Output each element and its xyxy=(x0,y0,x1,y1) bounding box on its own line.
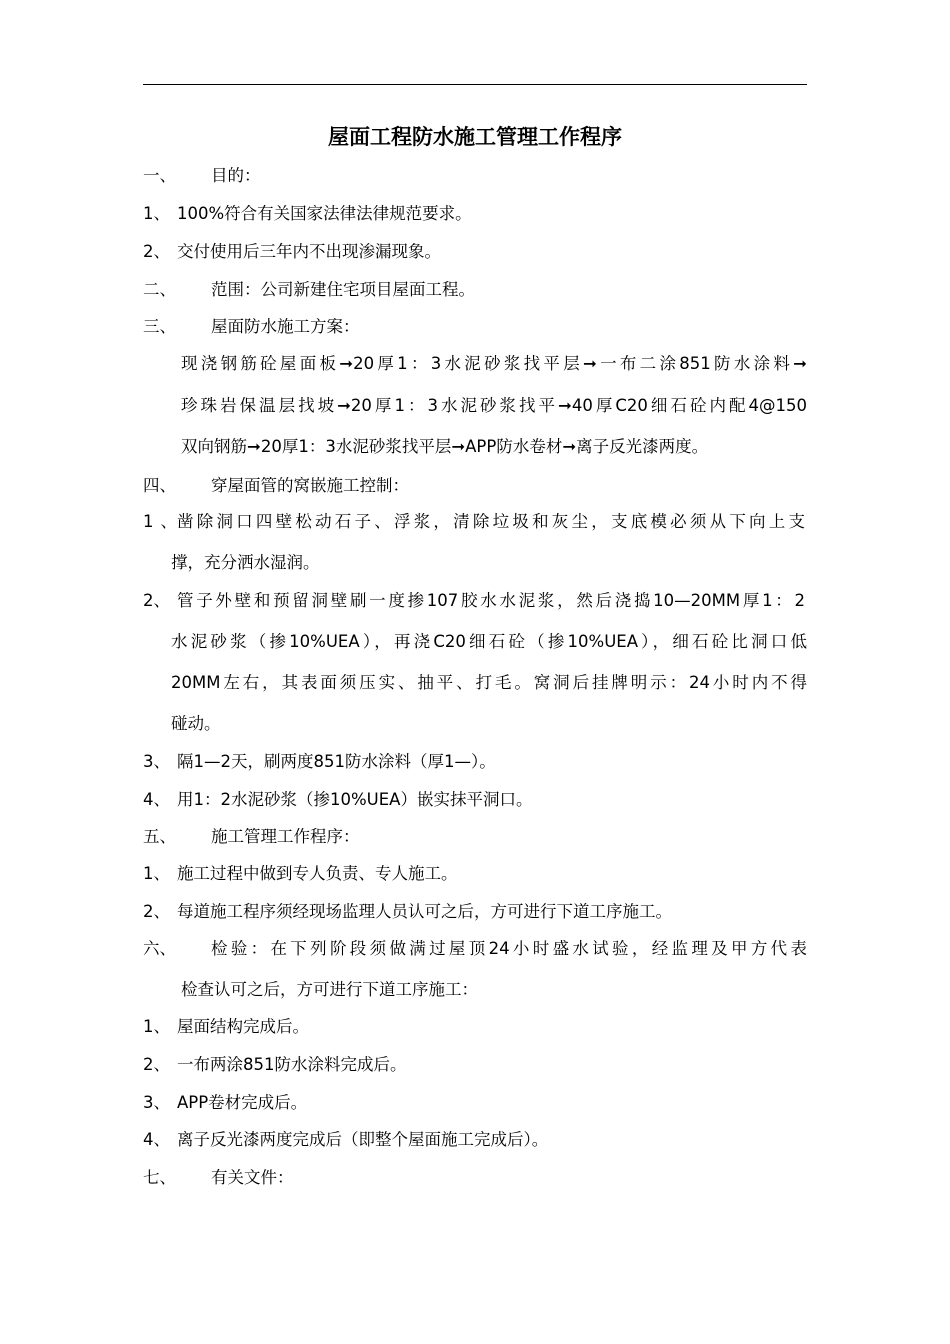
item-text: 施工过程中做到专人负责、专人施工。 xyxy=(177,864,458,883)
item-text: 离子反光漆两度完成后（即整个屋面施工完成后）。 xyxy=(177,1130,549,1149)
section-heading xyxy=(143,315,360,339)
section-heading xyxy=(143,825,360,849)
item-marker: 2、 xyxy=(143,242,170,261)
item-text: 屋面结构完成后。 xyxy=(177,1017,309,1036)
list-item xyxy=(143,900,672,924)
section-text: 屋面防水施工方案： xyxy=(211,317,360,336)
section-heading xyxy=(143,278,475,302)
section-marker: 六、 xyxy=(143,939,176,958)
list-item xyxy=(143,1091,307,1115)
item-text: 管子外壁和预留洞壁刷一度掺107胶水水泥浆，然后浇捣10—20MM厚1：2 xyxy=(177,591,805,610)
section-heading xyxy=(143,937,807,961)
paragraph-line: 水泥砂浆（掺10%UEA），再浇C20细石砼（掺10%UEA），细石砼比洞口低 xyxy=(171,632,807,651)
section-heading xyxy=(143,1166,294,1190)
section-text: 检验：在下列阶段须做满过屋顶24小时盛水试验，经监理及甲方代表 xyxy=(211,939,807,958)
section-marker: 四、 xyxy=(143,476,176,495)
list-item xyxy=(143,1015,309,1039)
paragraph-line: 碰动。 xyxy=(171,714,221,733)
section-marker: 一、 xyxy=(143,166,176,185)
list-item xyxy=(143,750,496,774)
paragraph-line: 检查认可之后，方可进行下道工序施工： xyxy=(181,980,478,999)
section-text: 有关文件： xyxy=(211,1168,294,1187)
section-marker: 二、 xyxy=(143,280,176,299)
item-text: 交付使用后三年内不出现渗漏现象。 xyxy=(177,242,441,261)
item-text: 一布两涂851防水涂料完成后。 xyxy=(177,1055,407,1074)
list-item xyxy=(143,202,472,226)
item-text: 用1：2水泥砂浆（掺10%UEA）嵌实抹平洞口。 xyxy=(177,790,533,809)
section-heading xyxy=(143,164,261,188)
item-text: 每道施工程序须经现场监理人员认可之后，方可进行下道工序施工。 xyxy=(177,902,672,921)
paragraph-line: 珍珠岩保温层找坡➞20厚1：3水泥砂浆找平➞40厚C20细石砼内配4@150 xyxy=(181,396,807,415)
paragraph-line: 20MM左右，其表面须压实、抽平、打毛。窝洞后挂牌明示：24小时内不得 xyxy=(171,673,807,692)
paragraph-line: 现浇钢筋砼屋面板➞20厚1：3水泥砂浆找平层➞一布二涂851防水涂料➞ xyxy=(181,354,807,373)
item-text: 100%符合有关国家法律法律规范要求。 xyxy=(177,204,472,223)
list-item xyxy=(143,240,441,264)
list-item xyxy=(143,510,807,534)
item-marker: 1、 xyxy=(143,512,177,531)
item-marker: 3、 xyxy=(143,752,170,771)
item-marker: 2、 xyxy=(143,591,170,610)
item-marker: 1、 xyxy=(143,1017,170,1036)
item-text: 隔1—2天，刷两度851防水涂料（厚1—）。 xyxy=(177,752,496,771)
paragraph-line: 双向钢筋➞20厚1：3水泥砂浆找平层➞APP防水卷材➞离子反光漆两度。 xyxy=(181,437,709,456)
document-title: 屋面工程防水施工管理工作程序 xyxy=(328,125,622,149)
item-marker: 1、 xyxy=(143,864,170,883)
section-marker: 七、 xyxy=(143,1168,176,1187)
item-text: 凿除洞口四壁松动石子、浮浆，清除垃圾和灰尘，支底模必须从下向上支 xyxy=(177,512,805,531)
list-item xyxy=(143,788,532,812)
list-item xyxy=(143,1053,407,1077)
item-marker: 2、 xyxy=(143,902,170,921)
item-marker: 4、 xyxy=(143,790,170,809)
list-item xyxy=(143,589,807,613)
section-marker: 三、 xyxy=(143,317,176,336)
item-marker: 1、 xyxy=(143,204,170,223)
section-text: 目的： xyxy=(211,166,261,185)
list-item xyxy=(143,1128,548,1152)
section-marker: 五、 xyxy=(143,827,176,846)
item-text: APP卷材完成后。 xyxy=(177,1093,308,1112)
paragraph-line: 撑，充分洒水湿润。 xyxy=(171,553,320,572)
item-marker: 2、 xyxy=(143,1055,170,1074)
section-text: 范围：公司新建住宅项目屋面工程。 xyxy=(211,280,475,299)
header-rule xyxy=(143,84,807,85)
list-item xyxy=(143,862,458,886)
section-text: 施工管理工作程序： xyxy=(211,827,360,846)
section-heading xyxy=(143,474,409,498)
item-marker: 3、 xyxy=(143,1093,170,1112)
section-text: 穿屋面管的窝嵌施工控制： xyxy=(211,476,409,495)
item-marker: 4、 xyxy=(143,1130,170,1149)
